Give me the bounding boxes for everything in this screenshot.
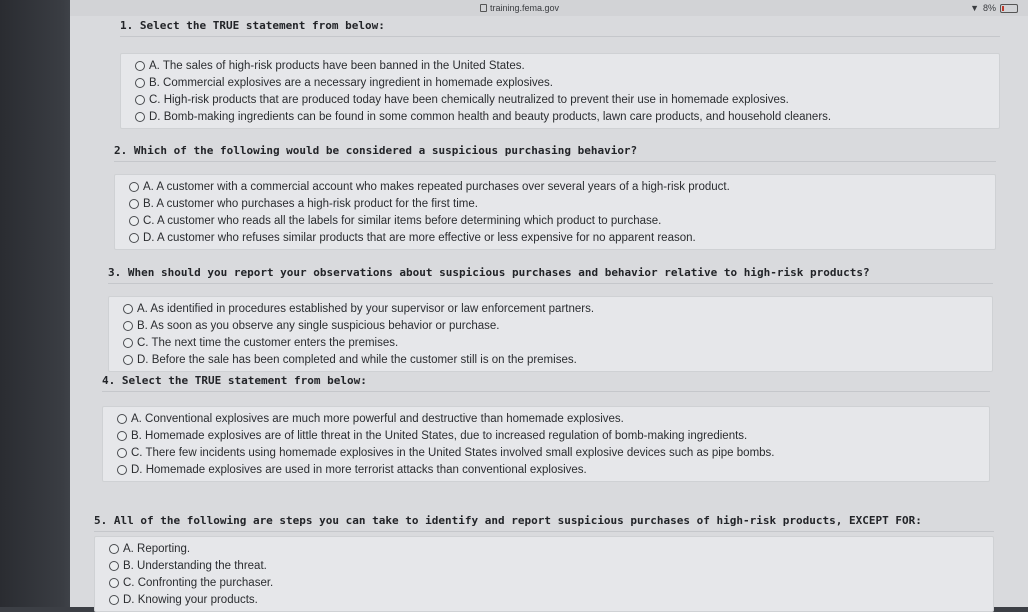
option-label: A. The sales of high-risk products have been banned in the United States. [149,59,525,72]
option-a[interactable] [95,540,993,557]
option-label: A. As identified in procedures established by your supervisor or law enforcement partners. [137,302,595,315]
question-title: 4. Select the TRUE statement from below: [102,370,990,392]
radio-button[interactable] [123,338,133,348]
options-list [102,406,990,482]
status-indicators [970,3,1018,13]
radio-button[interactable] [135,112,145,122]
option-b[interactable] [121,74,999,91]
option-label: C. A customer who reads all the labels for similar items before determining which product to purchase. [143,214,662,227]
question-title: 5. All of the following are steps you can take to identify and report suspicious purchases of high-risk products, EXCEPT FOR: [94,510,994,532]
option-label: C. The next time the customer enters the premises. [137,336,399,349]
radio-button[interactable] [129,182,139,192]
radio-button[interactable] [129,216,139,226]
battery-icon [1000,4,1018,13]
question-4 [102,370,990,482]
radio-button[interactable] [117,465,127,475]
option-label: B. Commercial explosives are a necessary ingredient in homemade explosives. [149,76,553,89]
option-label: B. As soon as you observe any single suspicious behavior or purchase. [137,319,500,332]
question-5 [94,510,994,612]
option-a[interactable] [121,57,999,74]
status-bar [70,0,1028,16]
option-b[interactable] [109,317,992,334]
option-c[interactable] [95,574,993,591]
option-d[interactable] [109,351,992,368]
option-label: B. Homemade explosives are of little threat in the United States, due to increased regulation of bomb-making ingredients. [131,429,748,442]
radio-button[interactable] [117,448,127,458]
radio-button[interactable] [123,355,133,365]
battery-percent: 8% [982,3,996,13]
radio-button[interactable] [109,595,119,605]
option-label: D. A customer who refuses similar products that are more effective or less expensive for no apparent reason. [143,231,696,244]
option-label: B. Understanding the threat. [123,559,267,572]
option-label: C. Confronting the purchaser. [123,576,274,589]
radio-button[interactable] [117,414,127,424]
question-2 [114,140,996,250]
option-label: A. A customer with a commercial account who makes repeated purchases over several years of a high-risk product. [143,180,730,193]
browser-screen [70,0,1028,607]
option-label: D. Bomb-making ingredients can be found in some common health and beauty products, lawn care products, and household cleaners. [149,110,832,123]
option-b[interactable] [115,195,995,212]
option-b[interactable] [95,557,993,574]
option-label: B. A customer who purchases a high-risk product for the first time. [143,197,478,210]
url-text: training.fema.gov [490,3,560,13]
options-list [120,53,1000,129]
radio-button[interactable] [117,431,127,441]
option-b[interactable] [103,427,989,444]
option-d[interactable] [95,591,993,608]
question-1 [120,15,1000,129]
radio-button[interactable] [123,321,133,331]
radio-button[interactable] [109,561,119,571]
radio-button[interactable] [135,78,145,88]
question-title: 1. Select the TRUE statement from below: [120,15,1000,37]
radio-button[interactable] [129,233,139,243]
option-a[interactable] [103,410,989,427]
option-label: D. Before the sale has been completed and while the customer still is on the premises. [137,353,577,366]
question-title: 3. When should you report your observations about suspicious purchases and behavior relative to high-risk products? [108,262,993,284]
options-list [94,536,994,612]
option-d[interactable] [103,461,989,478]
lock-icon [480,4,487,12]
option-d[interactable] [115,229,995,246]
address-bar[interactable] [480,3,559,13]
option-c[interactable] [109,334,992,351]
options-list [108,296,993,372]
wifi-icon: ▼ [970,3,979,13]
option-c[interactable] [121,91,999,108]
option-c[interactable] [103,444,989,461]
option-a[interactable] [115,178,995,195]
question-title: 2. Which of the following would be considered a suspicious purchasing behavior? [114,140,996,162]
options-list [114,174,996,250]
option-label: D. Knowing your products. [123,593,258,606]
option-label: A. Conventional explosives are much more powerful and destructive than homemade explosives. [131,412,624,425]
option-label: D. Homemade explosives are used in more terrorist attacks than conventional explosives. [131,463,587,476]
option-label: C. High-risk products that are produced today have been chemically neutralized to prevent their use in homemade explosives. [149,93,789,106]
option-label: C. There few incidents using homemade explosives in the United States involved small explosive devices such as pipe bombs. [131,446,775,459]
radio-button[interactable] [109,578,119,588]
radio-button[interactable] [109,544,119,554]
question-3 [108,262,993,372]
radio-button[interactable] [123,304,133,314]
radio-button[interactable] [135,95,145,105]
option-c[interactable] [115,212,995,229]
option-a[interactable] [109,300,992,317]
option-label: A. Reporting. [123,542,191,555]
radio-button[interactable] [135,61,145,71]
option-d[interactable] [121,108,999,125]
radio-button[interactable] [129,199,139,209]
